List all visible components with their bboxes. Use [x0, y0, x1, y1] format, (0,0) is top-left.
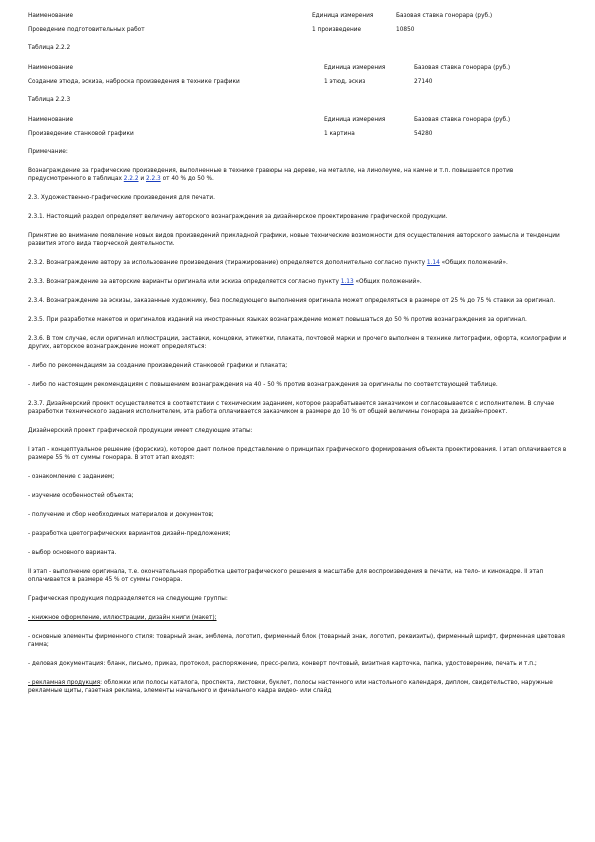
note-paragraph: Вознаграждение за графические произведения, выполненные в технике гравюры на дереве, на металле, на линолеуме, на камне и т.п. повышается против предусмотренного в таблицах 2.2.2 и 2.2.3 от 40 % до 50 %.	[28, 168, 514, 182]
list-item: - выбор основного варианта.	[28, 550, 117, 556]
link-point-1-13[interactable]: 1.13	[340, 279, 354, 285]
paragraph-2-3-2: 2.3.2. Вознаграждение автору за использование произведения (тиражирование) определяется дополнительно согласно пункту 1.14 «Общих положений».	[28, 260, 508, 266]
table-2-2-2	[28, 64, 573, 90]
paragraph-groups: Графическая продукция подразделяется на следующие группы:	[28, 596, 228, 602]
table-header-rate: Базовая ставка гонорара (руб.)	[396, 13, 493, 19]
table-2-2-3	[28, 116, 573, 142]
table-header-name: Наименование	[28, 117, 74, 123]
table-header-unit: Единица измерения	[312, 13, 374, 19]
list-item: - рекламная продукция: обложки или полосы каталога, проспекта, листовки, буклет, полосы настенного или настольного календаря, диплом, свидетельство, наружные рекламные щиты, газетная реклама, элементы начального и финального кадра видео- или слайд	[28, 680, 553, 694]
link-table-2-2-2[interactable]: 2.2.2	[123, 176, 139, 182]
link-point-1-14[interactable]: 1.14	[426, 260, 440, 266]
paragraph-stage-2: II этап - выполнение оригинала, т.е. окончательная проработка цветографического решения в масштабе для воспроизведения в печати, на тело- и кинокадре. II этап оплачивается в размере 45 % от суммы гонорара.	[28, 569, 544, 583]
paragraph-intro: Принятие во внимание появление новых видов произведений прикладной графики, новые технические возможности для осуществления авторского замысла и тенденции развития этого вида творческой деятельности.	[28, 233, 560, 247]
list-item: - изучение особенностей объекта;	[28, 493, 134, 499]
note-title: Примечание:	[28, 149, 68, 155]
document-page	[28, 12, 573, 706]
table-cell-unit: 1 произведение	[312, 27, 362, 33]
table-header-name: Наименование	[28, 13, 74, 19]
table-cell-rate: 54280	[414, 131, 433, 137]
link-table-2-2-3[interactable]: 2.2.3	[145, 176, 161, 182]
table-cell-unit: 1 картина	[324, 131, 355, 137]
paragraph-stage-1: I этап - концептуальное решение (форэскиз), которое дает полное представление о принципах графического формирования объекта проектирования. I этап оплачивается в размере 55 % от суммы гонорара. В этот этап входят:	[28, 447, 567, 461]
paragraph-2-3-7: 2.3.7. Дизайнерский проект осуществляется в соответствии с техническим заданием, которое разрабатывается заказчиком и согласовывается с исполнителем. В случае разработки технического задания исполнителем, эта работа оплачивается заказчиком в размере до 10 % от общей величины гонорара за дизайн-проект.	[28, 401, 555, 415]
list-item: - деловая документация: бланк, письмо, приказ, протокол, распоряжение, пресс-релиз, конверт почтовый, визитная карточка, папка, удостоверение, печать и т.п.;	[28, 661, 537, 667]
list-item: - разработка цветографических вариантов дизайн-предложения;	[28, 531, 231, 537]
paragraph-2-3-3: 2.3.3. Вознаграждение за авторские варианты оригинала или эскиза определяется согласно пункту 1.13 «Общих положений».	[28, 279, 422, 285]
table-cell-name: Создание этюда, эскиза, наброска произведения в технике графики	[28, 79, 240, 85]
section-heading: 2.3. Художественно-графические произведения для печати.	[28, 195, 215, 201]
list-item: - книжное оформление, иллюстрации, дизайн книги (макет);	[28, 615, 217, 621]
list-item: - либо по настоящим рекомендациям с повышением вознаграждения на 40 - 50 % против вознаграждения за оригиналы по соответствующей таблице.	[28, 382, 498, 388]
table-cell-rate: 10850	[396, 27, 415, 33]
table-header-unit: Единица измерения	[324, 117, 386, 123]
table-header-rate: Базовая ставка гонорара (руб.)	[414, 65, 511, 71]
table-caption: Таблица 2.2.2	[28, 45, 71, 51]
table-caption: Таблица 2.2.3	[28, 97, 71, 103]
table-header-name: Наименование	[28, 65, 74, 71]
list-item: - ознакомление с заданием;	[28, 474, 115, 480]
table-cell-rate: 27140	[414, 79, 433, 85]
table-header-rate: Базовая ставка гонорара (руб.)	[414, 117, 511, 123]
table-cell-name: Проведение подготовительных работ	[28, 27, 145, 33]
table-header-unit: Единица измерения	[324, 65, 386, 71]
list-item: - либо по рекомендациям за создание произведений станковой графики и плаката;	[28, 363, 288, 369]
list-item: - получение и сбор необходимых материалов и документов;	[28, 512, 214, 518]
table-cell-name: Произведение станковой графики	[28, 131, 134, 137]
paragraph-2-3-6: 2.3.6. В том случае, если оригинал иллюстрации, заставки, концовки, этикетки, плаката, почтовой марки и прочего выполнен в технике литографии, офорта, ксилографии и других, авторское вознаграждение может определяться:	[28, 336, 567, 350]
paragraph-2-3-5: 2.3.5. При разработке макетов и оригиналов изданий на иностранных языках вознаграждение может повышаться до 50 % против вознаграждения за оригинал.	[28, 317, 527, 323]
paragraph-2-3-1: 2.3.1. Настоящий раздел определяет величину авторского вознаграждения за дизайнерское проектирование графической продукции.	[28, 214, 448, 220]
table-2-2-1	[28, 12, 573, 38]
table-cell-unit: 1 этюд, эскиз	[324, 79, 366, 85]
paragraph-2-3-4: 2.3.4. Вознаграждение за эскизы, заказанные художнику, без последующего выполнения оригинала может определяться в размере от 25 % до 75 % ставки за оригинал.	[28, 298, 556, 304]
paragraph-stages: Дизайнерский проект графической продукции имеет следующие этапы:	[28, 428, 253, 434]
list-item: - основные элементы фирменного стиля: товарный знак, эмблема, логотип, фирменный блок (товарный знак, логотип, реквизиты), фирменный шрифт, фирменная цветовая гамма;	[28, 634, 565, 648]
